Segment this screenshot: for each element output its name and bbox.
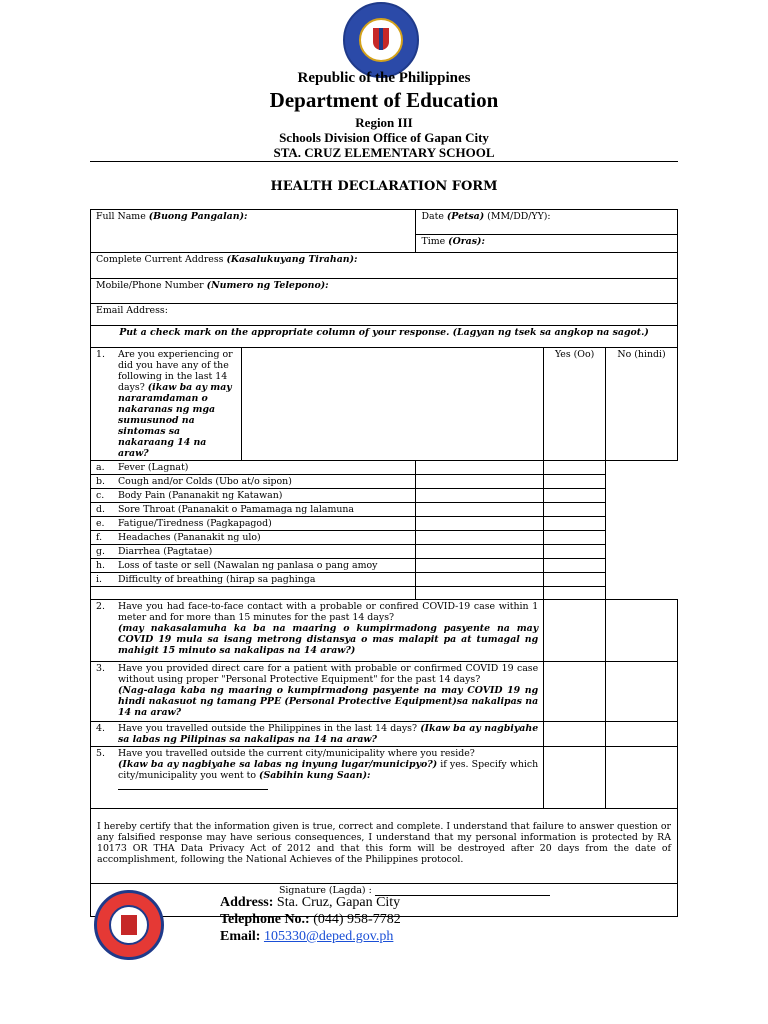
- question-5: 5. Have you travelled outside the current city/municipality where you reside? (Ikaw ba ay nagbiyahe sa labas ng inyung lugar/municipyo?) if yes. Specify which city/municipality you went to (Sabihin kung Saan):: [91, 747, 544, 809]
- footer-phone: Telephone No.: (044) 958-7782: [220, 912, 401, 927]
- question-2: 2. Have you had face-to-face contact with a probable or confired COVID-19 case within 1 meter and for more than 15 minutes for the past 14 days? (may nakasalamuha ka ba na maaring o kumpirmadong pasyente na may COVID 19 mula sa isang metrong distansya o mas malapit pa at tumagal ng mahigit 15 minuto sa nakalipas na 14 araw?): [91, 600, 544, 662]
- symptom-no-checkbox[interactable]: [544, 461, 606, 475]
- no-checkbox[interactable]: [544, 587, 606, 600]
- symptom-no-checkbox[interactable]: [544, 559, 606, 573]
- health-declaration-table: [90, 209, 678, 917]
- symptom-yes-checkbox[interactable]: [416, 573, 544, 587]
- certification-text: I hereby certify that the information given is true, correct and complete. I understand that failure to answer question or any falsified response may have serious consequences, I understand that my personal information is protected by RA 10173 OR THA Data Privacy Act of 2012 and that this form will be destroyed after 20 days from the date of accomplishment, following the National Achieves of the Philippines protocol.: [97, 821, 671, 865]
- date-field[interactable]: Date (Petsa) (MM/DD/YY):: [416, 210, 678, 235]
- symptom-yes-checkbox[interactable]: [416, 517, 544, 531]
- yes-checkbox[interactable]: [416, 587, 544, 600]
- symptom-no-checkbox[interactable]: [544, 531, 606, 545]
- footer-email: Email: 105330@deped.gov.ph: [220, 929, 394, 944]
- time-field[interactable]: Time (Oras):: [416, 235, 678, 253]
- symptom-yes-checkbox[interactable]: [416, 461, 544, 475]
- school-heading: STA. CRUZ ELEMENTARY SCHOOL: [273, 145, 495, 160]
- symptom-item: f. Headaches (Pananakit ng ulo): [91, 531, 416, 545]
- q3-yes-checkbox[interactable]: [544, 662, 606, 722]
- q4-yes-checkbox[interactable]: [544, 722, 606, 747]
- form-title: HEALTH DECLARATION FORM: [270, 179, 498, 194]
- question-3: 3. Have you provided direct care for a patient with probable or confirmed COVID 19 case without using proper "Personal Protective Equipment" for the past 14 days? (Nag-alaga kaba ng maaring o kumpirmadong pasyente na may COVID 19 ng hindi nakasuot ng tamang PPE (Personal Protective Equipment)sa nakalipas na 14 na araw?: [91, 662, 544, 722]
- instruction-text: Put a check mark on the appropriate column of your response. (Lagyan ng tsek sa angkop na sagot.): [91, 326, 678, 348]
- q4-no-checkbox[interactable]: [606, 722, 678, 747]
- question-1: 1. Are you experiencing or did you have any of the following in the last 14 days? (ikaw ba ay may nararamdaman o nakaranas ng mga sumusunod na sintomas sa nakaraang 14 na araw?: [91, 348, 242, 461]
- symptom-no-checkbox[interactable]: [544, 545, 606, 559]
- symptom-yes-checkbox[interactable]: [416, 503, 544, 517]
- department-heading: Department of Education: [269, 88, 499, 112]
- symptom-no-checkbox[interactable]: [544, 503, 606, 517]
- symptom-item: d. Sore Throat (Pananakit o Pamamaga ng lalamuna: [91, 503, 416, 517]
- full-name-field[interactable]: Full Name (Buong Pangalan):: [91, 210, 416, 253]
- footer-address: Address: Sta. Cruz, Gapan City: [220, 895, 401, 910]
- symptom-item: i. Difficulty of breathing (hirap sa paghinga: [91, 573, 416, 587]
- symptom-yes-checkbox[interactable]: [416, 475, 544, 489]
- city-answer-line[interactable]: [118, 781, 268, 790]
- symptom-no-checkbox[interactable]: [544, 475, 606, 489]
- division-heading: Schools Division Office of Gapan City: [279, 130, 489, 145]
- signature-row: [97, 865, 671, 896]
- q5-yes-checkbox[interactable]: [544, 747, 606, 809]
- header-divider: [90, 161, 678, 162]
- symptom-yes-checkbox[interactable]: [416, 545, 544, 559]
- school-seal-icon: [94, 890, 164, 960]
- phone-field[interactable]: Mobile/Phone Number (Numero ng Telepono):: [91, 279, 678, 304]
- no-column-header: No (hindi): [606, 348, 678, 461]
- symptom-no-checkbox[interactable]: [544, 573, 606, 587]
- symptom-yes-checkbox[interactable]: [416, 559, 544, 573]
- region-heading: Region III: [355, 115, 413, 130]
- symptom-yes-checkbox[interactable]: [416, 489, 544, 503]
- email-field[interactable]: Email Address:: [91, 304, 678, 326]
- symptom-no-checkbox[interactable]: [544, 489, 606, 503]
- q3-no-checkbox[interactable]: [606, 662, 678, 722]
- address-field[interactable]: Complete Current Address (Kasalukuyang Tirahan):: [91, 253, 678, 279]
- symptom-yes-checkbox[interactable]: [416, 531, 544, 545]
- symptom-item: g. Diarrhea (Pagtatae): [91, 545, 416, 559]
- symptom-item: a. Fever (Lagnat): [91, 461, 416, 475]
- republic-heading: Republic of the Philippines: [297, 70, 471, 86]
- q5-no-checkbox[interactable]: [606, 747, 678, 809]
- symptom-item: b. Cough and/or Colds (Ubo at/o sipon): [91, 475, 416, 489]
- signature-label: Signature (Lagda) :: [279, 885, 375, 896]
- signature-line[interactable]: [375, 885, 550, 896]
- email-link[interactable]: 105330@deped.gov.ph: [263, 929, 394, 944]
- deped-seal-icon: [343, 2, 419, 78]
- question-4: 4. Have you travelled outside the Philippines in the last 14 days? (Ikaw ba ay nagbiyahe sa labas ng Pilipinas sa nakalipas na 14 na araw?: [91, 722, 544, 747]
- q2-no-checkbox[interactable]: [606, 600, 678, 662]
- symptom-item: c. Body Pain (Pananakit ng Katawan): [91, 489, 416, 503]
- footer-divider: [90, 883, 678, 884]
- symptom-no-checkbox[interactable]: [544, 517, 606, 531]
- yes-column-header: Yes (Oo): [544, 348, 606, 461]
- q2-yes-checkbox[interactable]: [544, 600, 606, 662]
- symptom-item: e. Fatigue/Tiredness (Pagkapagod): [91, 517, 416, 531]
- symptom-item: h. Loss of taste or sell (Nawalan ng panlasa o pang amoy: [91, 559, 416, 573]
